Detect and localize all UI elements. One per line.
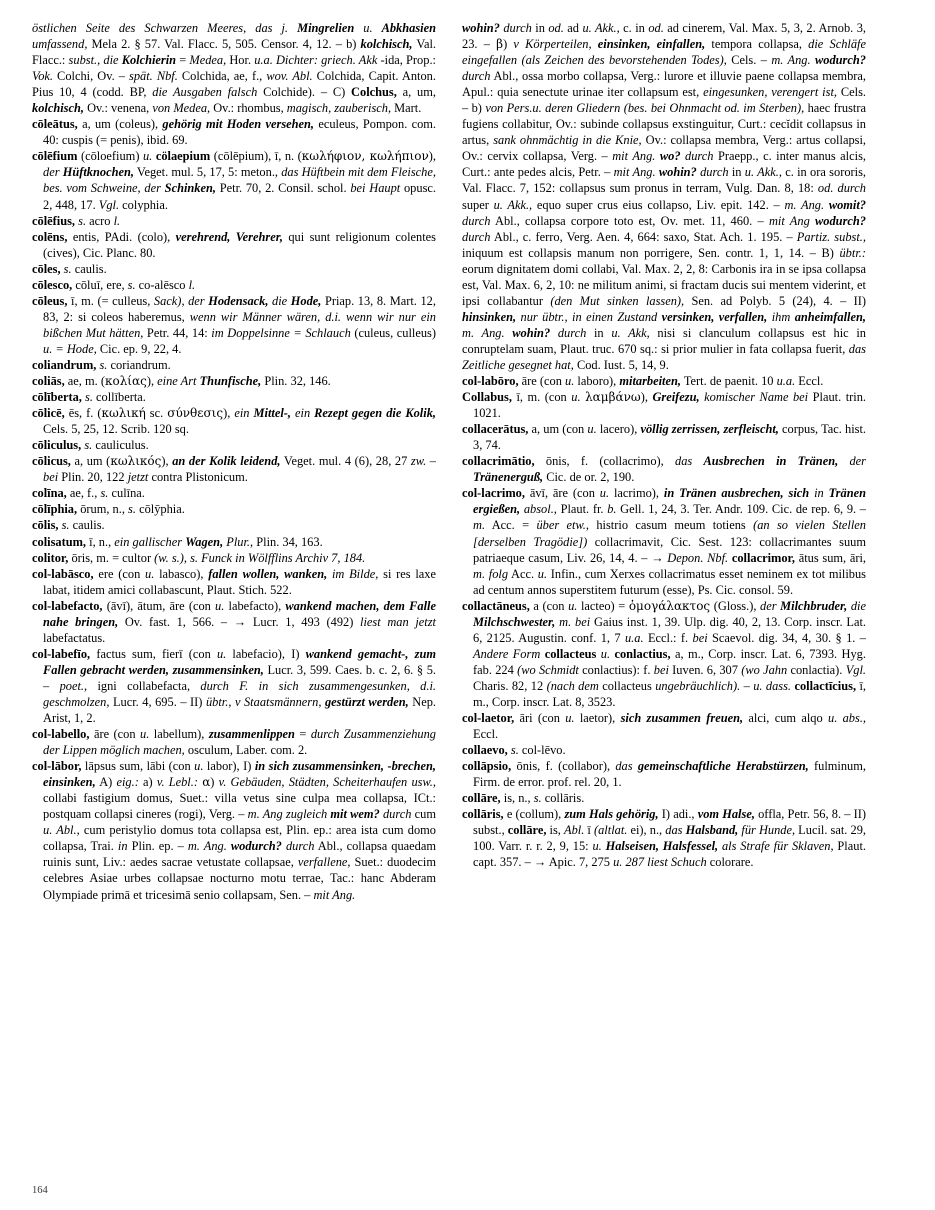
dictionary-entry: colisatum, ī, n., ein gallischer Wagen, Plur., Plin. 34, 163. (32, 534, 323, 549)
dictionary-entry: col-lacrimo, āvī, āre (con u. lacrimo), in Tränen ausbrechen, sich in Tränen ergießen, absol., Plaut. fr. b. Gell. 1, 24, 3. Ter. Andr. 109. Cic. de rep. 6, 9. – m. Acc. = über etw., histrio casum meum totiens (an so vielen Stellen [derselben Tragödie]) collacrimavit, Cic. Sest. 123: collacrimantes suum patriaeque casum, Liv. 26, 14, 4. – → Depon. Nbf. collacrimor, ātus sum, āri, m. folg Acc. u. Infin., cum Xerxes collacrimatus esset neminem ex tot milibus ad centum annos superstitem futurum (esse), Ps. Cic. consol. 59. (462, 486, 867, 597)
two-column-body (32, 20, 907, 1170)
dictionary-entry: coliās, ae, m. (κολίας), eine Art Thunfische, Plin. 32, 146. (32, 374, 331, 389)
dictionary-entry: col-labefacto, (āvī), ātum, āre (con u. labefacto), wankend machen, dem Falle nahe bringen, Ov. fast. 1, 566. – → Lucr. 1, 493 (492) liest man jetzt labefactatus. (32, 598, 436, 645)
dictionary-entry: col-laetor, āri (con u. laetor), sich zusammen freuen, alci, cum alqo u. abs., Eccl. (462, 711, 867, 742)
dictionary-entry: colīna, ae, f., s. culīna. (32, 486, 145, 501)
dictionary-entry: cōleātus, a, um (coleus), gehörig mit Hoden versehen, eculeus, Pompon. com. 40: cuspis (= penis), ibid. 69. (32, 117, 437, 148)
dictionary-entry: östlichen Seite des Schwarzen Meeres, das j. Mingrelien u. Abkhasien umfassend, Mela 2. § 57. Val. Flacc. 5, 505. Censor. 4, 12. – b) kolchisch, Val. Flacc.: subst., die Kolchierin = Medea, Hor. u.a. Dichter: griech. Akk -ida, Prop.: Vok. Colchi, Ov. – spät. Nbf. Colchida, ae, f., wov. Abl. Colchida, Capit. Anton. Pius 10, 4 (codd. BP, die Ausgaben falsch Colchide). – C) Colchus, a, um, kolchisch, Ov.: venena, von Medea, Ov.: rhombus, magisch, zauberisch, Mart. (32, 21, 436, 116)
dictionary-entry: coliandrum, s. coriandrum. (32, 357, 171, 372)
dictionary-entry: colēns, entis, PAdi. (colo), verehrend, Verehrer, qui sunt religionum colentes (cives), Cic. Planc. 80. (32, 229, 436, 260)
left-text-column (32, 20, 436, 903)
dictionary-entry: collacrimātio, ōnis, f. (collacrimo), das Ausbrechen in Tränen, der Tränenerguß, Cic. de or. 2, 190. (462, 454, 866, 485)
dictionary-entry: cōlis, s. caulis. (32, 518, 105, 533)
dictionary-entry: cōlēfius, s. acro l. (32, 213, 121, 228)
dictionary-entry: col-labōro, āre (con u. laboro), mitarbeiten, Tert. de paenit. 10 u.a. Eccl. (462, 374, 824, 389)
dictionary-entry: wohin? durch in od. ad u. Akk., c. in od. ad cinerem, Val. Max. 5, 3, 2. Arnob. 3, 23. – β) v Körperteilen, einsinken, einfallen, tempora collapsa, die Schläfe eingefallen (als Zeichen des bevorstehenden Todes), Cels. – m. Ang. wodurch? durch Abl., ossa morbo collapsa, Verg.: lurore et illuvie paene collapsa membra, Apul.: quia senectute urinae iter collapsum est, eingesunken, verengert ist, Cels. – b) von Pers.u. deren Gliedern (bes. bei Ohnmacht od. im Sterben), haec frustra fugiens collabitur, Ov.: subinde collapsus exstinguitur, Curt.: cecĭdit collapsus in artus, sank ohnmächtig in die Knie, Ov.: collapsa membra, Verg.: artus collapsi, Ov.: cervix collapsa, Verg. – mit Ang. wo? durch Praepp., c. inter manus alcis, Curt.: ante pedes alcis, Petr. – mit Ang. wohin? durch in u. Akk., c. in ora sororis, Val. Flacc. 7, 152: collapsus sum pronus in terram, Vulg. Dan. 8, 18: od. durch super u. Akk., equo super crus eius collapso, Liv. epit. 142. – m. Ang. womit? durch Abl., collapsa corpore toto est, Ov. met. 11, 460. – mit Ang wodurch? durch Abl., c. ferro, Verg. Aen. 4, 664: saxo, Stat. Ach. 1. 195. – Partiz. subst., iniquum est collapsis manum non porrigere, Sen. contr. 1, 1, 14. – B) übtr.: eorum dignitatem domi collabi, Val. Max. 2, 2, 8: Carbonis ira in se ipsa collapsa est, Val. Max. 6, 2, 10: ne militum animi, si fractam ducis sui mentem viderint, et ipsi collabantur (den Mut sinken lassen), Sen. ad Polyb. 5 (24), 4. – II) hinsinken, nur übtr., in einen Zustand versinken, verfallen, ihm anheimfallen, m. Ang. wohin? durch in u. Akk, nisi si clanculum collapsus est hic in conruptelam suam, Plaut. truc. 670 sq.: si prior mulier in fata collapsa fuerit, das Zeitliche gesegnet hat, Cod. Iust. 5, 14, 9. (462, 21, 867, 372)
dictionary-entry: collactāneus, a (con u. lacteo) = ὁμογάλακτος (Gloss.), der Milchbruder, die Milchschwester, m. bei Gaius inst. 1, 39. Ulp. dig. 40, 2, 13. Corp. inscr. Lat. 6, 2125. Augustin. conf. 1, 7 u.a. Eccl.: f. bei Scaevol. dig. 34, 4, 30. § 1. – Andere Form collacteus u. conlactius, a, m., Corp. inscr. Lat. 6, 7393. Hyg. fab. 224 (wo Schmidt conlactius): f. bei Iuven. 6, 307 (wo Jahn conlactia). Vgl. Charis. 82, 12 (nach dem collacteus ungebräuchlich). – u. dass. collactīcius, ī, m., Corp. inscr. Lat. 8, 3523. (462, 598, 867, 709)
dictionary-entry: colitor, ōris, m. = cultor (w. s.), s. Funck in Wölfflins Archiv 7, 184. (32, 550, 366, 565)
dictionary-entry: collāre, is, n., s. collāris. (462, 791, 585, 806)
dictionary-entry: Collabus, ī, m. (con u. λαμβάνω), Greifezu, komischer Name bei Plaut. trin. 1021. (462, 390, 866, 421)
dictionary-entry: cōlicē, ēs, f. (κωλική sc. σύνθεσις), ein Mittel-, ein Rezept gegen die Kolik, Cels. 5, 25, 12. Scrib. 120 sq. (32, 406, 436, 437)
dictionary-entry: col-labāsco, ere (con u. labasco), fallen wollen, wanken, im Bilde, si res laxe labat, itidem amici collabascunt, Plaut. Stich. 522. (32, 566, 436, 597)
dictionary-entry: collāris, e (collum), zum Hals gehörig, I) adi., vom Halse, offla, Petr. 56, 8. – II) subst., collāre, is, Abl. ī (altlat. ei), n., das Halsband, für Hunde, Lucil. sat. 29, 100. Varr. r. r. 2, 9, 15: u. Halseisen, Halsfessel, als Strafe für Sklaven, Plaut. capt. 357. – → Apic. 7, 275 u. 287 liest Schuch colorare. (462, 807, 866, 870)
dictionary-entry: col-labefīo, factus sum, fierī (con u. labefacio), I) wankend gemacht-, zum Fallen gebracht werden, zusammensinken, Lucr. 3, 599. Caes. b. c. 2, 6. § 5. – poet., igni collabefacta, durch F. in sich zusammengesunken, d.i. geschmolzen, Lucr. 4, 695. – II) übtr., v Staatsmännern, gestürzt werden, Nep. Arist, 1, 2. (32, 646, 437, 726)
dictionary-entry: collaevo, s. col-lēvo. (462, 743, 566, 758)
dictionary-entry: cōlicus, a, um (κωλικός), an der Kolik leidend, Veget. mul. 4 (6), 28, 27 zw. – bei Plin. 20, 122 jetzt contra Plistonicum. (32, 454, 437, 485)
page-number: 164 (32, 1185, 48, 1196)
dictionary-entry: col-labello, āre (con u. labellum), zusammenlippen = durch Zusammenziehung der Lippen möglich machen, osculum, Laber. com. 2. (32, 727, 436, 758)
dictionary-entry: col-lābor, lāpsus sum, lābi (con u. labor), I) in sich zusammensinken, -brechen, einsinken, A) eig.: a) v. Lebl.: α) v. Gebäuden, Städten, Scheiterhaufen usw., collabi fastigium domus, Suet.: villa vetus sine culpa mea collapsa, ICt.: postquam collapsi cineres (rogi), Verg. – m. Ang zugleich mit wem? durch cum u. Abl., cum peristylio domus tota collapsa est, Plin. ep.: area ista cum domo collapsa, Trai. in Plin. ep. – m. Ang. wodurch? durch Abl., collapsa quaedam ruinis sunt, Liv.: aedes sacrae vetustate collapsae, verfallene, Suet.: duodecim celebres Asiae urbes collapsae nocturno motu terrae, Tac.: hanc Abderam Olympiade primā et tricesimā senio collapsam, Sen. – mit Ang. (32, 759, 436, 902)
dictionary-entry: cōleus, ī, m. (= culleus, Sack), der Hodensack, die Hode, Priap. 13, 8. Mart. 12, 83, 2: si coleos haberemus, wenn wir Männer wären, d.i. wenn wir nur ein bißchen Mut hätten, Petr. 44, 14: im Doppelsinne = Schlauch (culeus, culleus) u. = Hode, Cic. ep. 9, 22, 4. (32, 293, 436, 356)
dictionary-entry: cōlīberta, s. collīberta. (32, 390, 146, 405)
dictionary-entry: collāpsio, ōnis, f. (collabor), das gemeinschaftliche Herabstürzen, fulminum, Firm. de error. prof. rel. 20, 1. (462, 759, 866, 790)
dictionary-entry: cōliculus, s. cauliculus. (32, 438, 149, 453)
right-text-column (462, 20, 866, 870)
dictionary-entry: cōlēfium (cōloefium) u. cölaepium (cōlēpium), ī, n. (κωλήφιον, κωλήπιον), der Hüftknochen, Veget. mul. 5, 17, 5: meton., das Hüftbein mit dem Fleische, bes. vom Schweine, der Schinken, Petr. 70, 2. Consil. schol. bei Haupt opusc. 2, 448, 17. Vgl. colyphia. (32, 149, 436, 212)
dictionary-entry: cōles, s. caulis. (32, 261, 107, 276)
dictionary-entry: cōlīphia, ōrum, n., s. cōlȳphia. (32, 502, 185, 517)
dictionary-entry: collacerātus, a, um (con u. lacero), völlig zerrissen, zerfleischt, corpus, Tac. hist. 3, 74. (462, 422, 866, 453)
dictionary-entry: cōlesco, cōluī, ere, s. co-alēsco l. (32, 277, 196, 292)
